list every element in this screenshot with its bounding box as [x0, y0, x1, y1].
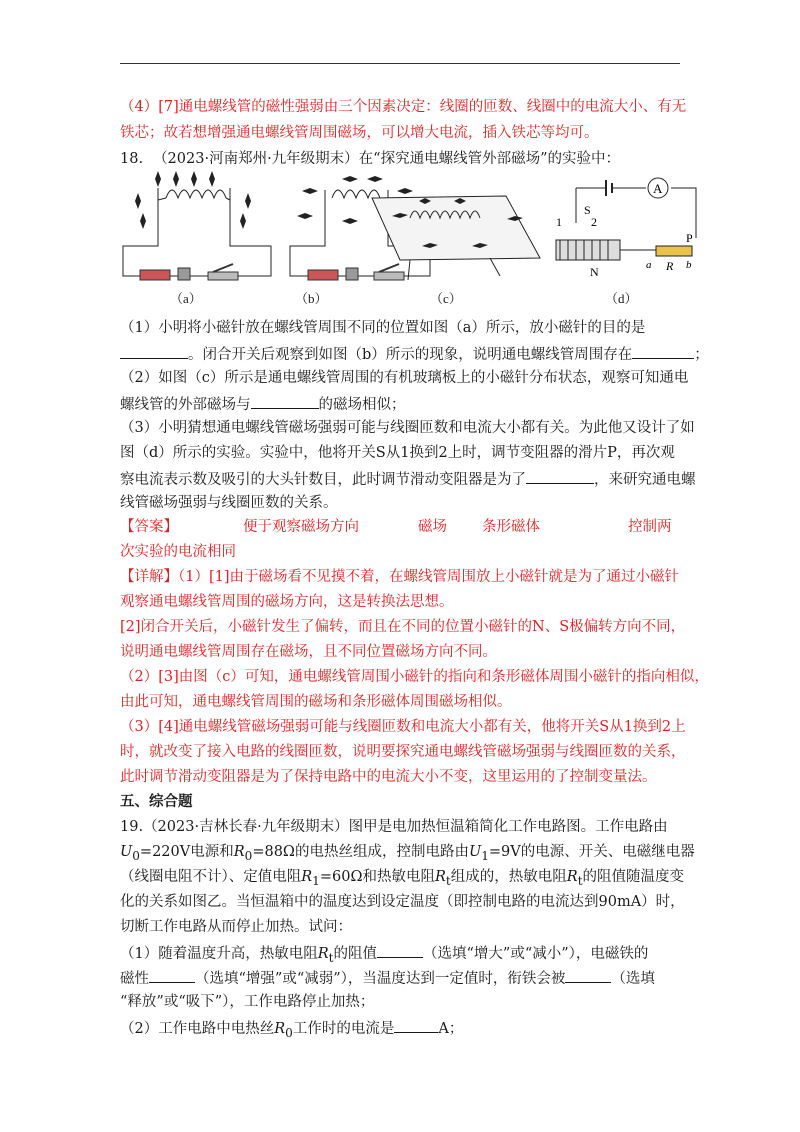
- q18-detail-line3: [2]闭合开关后，小磁针发生了偏转，而且在不同的位置小磁针的N、S极偏转方向不同，: [120, 619, 686, 635]
- q18-number: 18.: [120, 151, 144, 167]
- figure-a-caption: （a）: [170, 291, 202, 306]
- q19-line2: $U_0=220V$电源和$R_0=88\Omega$的电热丝组成，控制电路由$U_1=9V$的电源、开关、电磁继电器: [120, 844, 695, 863]
- q19-number: 19.: [120, 819, 144, 835]
- q18-answer-line2: 次实验的电流相同: [120, 544, 236, 560]
- header-rule: [120, 63, 680, 64]
- q19-line1: [120, 817, 686, 837]
- q18-detail-line7: （3）[4]通电螺线管磁场强弱可能与线圈匝数和电流大小都有关，他将开关S从1换到2上: [120, 719, 686, 735]
- q18-detail-line8: 时，就改变了接入电路的线圈匝数，说明要探究通电螺线管磁场强弱与线圈匝数的关系，: [120, 744, 686, 760]
- figure-b-caption: （b）: [295, 291, 328, 306]
- figure-d-b-label: b: [686, 259, 692, 271]
- figure-d-switch-label: S: [584, 203, 591, 217]
- q19-stem: （2023·吉林长春·九年级期末）图甲是电加热恒温箱简化工作电路图。工作电路由: [143, 819, 668, 835]
- answer-2: 磁场: [418, 519, 447, 535]
- q19-blank-2[interactable]: [149, 967, 195, 983]
- figure-d-pos-2: 2: [591, 215, 597, 229]
- q19-part2-line1: （2）工作电路中电热丝$R_0$工作时的电流是 A；: [120, 1017, 686, 1043]
- figure-d-pos-1: 1: [556, 215, 562, 229]
- q18-blank-2[interactable]: [632, 343, 694, 359]
- figure-d-p-label: P: [686, 231, 693, 245]
- q18-detail-line6: 由此可知，通电螺线管周围的磁场和条形磁体周围磁场相似。: [120, 694, 512, 710]
- figure-d-r-label: R: [666, 259, 674, 273]
- q18-part1-line2: [120, 343, 709, 365]
- q18-answer-line1: [120, 517, 686, 537]
- q19-part1-line1: （1）随着温度升高，热敏电阻$R_t$的阻值 （选填“增大”或“减小”），电磁铁的: [120, 942, 686, 968]
- q18-part2-text-a: 螺线管的外部磁场与: [120, 397, 251, 413]
- q19-line4: 化的关系如图乙。当恒温箱中的温度达到设定温度（即控制电路的电流达到90mA）时，: [120, 894, 685, 910]
- q18-stem: [120, 149, 686, 169]
- figure-d-caption: （d）: [605, 291, 638, 306]
- answer-4: 控制两: [628, 519, 672, 535]
- q18-part3-text-a: 察电流表示数及吸引的大头针数目，此时调节滑动变阻器是为了: [120, 472, 526, 488]
- figure-c-caption: （c）: [430, 291, 462, 306]
- q19-line3: （线圈电阻不计）、定值电阻$R_1=60\Omega$和热敏电阻$R_t$组成的，热敏电阻$R_t$的阻值随温度变: [120, 869, 685, 888]
- q18-part3-line3: [120, 468, 696, 490]
- q19-blank-4[interactable]: [394, 1017, 438, 1033]
- figure-d-ammeter-label: A: [653, 181, 663, 196]
- answer-1: 便于观察磁场方向: [243, 519, 359, 535]
- q19-line5: 切断工作电路从而停止加热。试问：: [120, 919, 352, 935]
- q17-solution-line-1: （4）[7]通电螺线管的磁性强弱由三个因素决定：线圈的匝数、线圈中的电流大小、有无: [120, 99, 687, 115]
- q19-part1-line3: “释放”或“吸下”），工作电路停止加热；: [120, 994, 375, 1010]
- q18-detail-line5: （2）[3]由图（c）可知，通电螺线管周围小磁针的指向和条形磁体周围小磁针的指向相似，: [120, 669, 709, 685]
- figure-d-n-label: N: [590, 265, 599, 279]
- q18-part3-line1: （3）小明猜想通电螺线管磁场强弱可能与线圈匝数和电流大小都有关。为此他又设计了如: [120, 420, 695, 436]
- q18-detail-line4: 说明通电螺线管周围存在磁场，且不同位置磁场方向不同。: [120, 644, 497, 660]
- q18-blank-3[interactable]: [251, 393, 319, 409]
- q18-part2-line2: [120, 393, 686, 415]
- figure-c-diagram: [372, 196, 540, 280]
- q18-detail-line1: [120, 567, 686, 587]
- q18-detail-line2: 观察通电螺线管周围的磁场方向，这是转换法思想。: [120, 594, 454, 610]
- q18-part3-line4: 线管磁场强弱与线圈匝数的关系。: [120, 495, 338, 511]
- answer-label: 【答案】: [120, 519, 178, 535]
- q18-blank-1[interactable]: [120, 343, 188, 359]
- q19-part1-line2: 磁性 （选填“增强”或“减弱”），当温度达到一定值时，衔铁会被 （选填: [120, 967, 686, 989]
- q18-part2-line1: （2）如图（c）所示是通电螺线管周围的有机玻璃板上的小磁针分布状态，观察可知通电: [120, 370, 689, 386]
- q18-blank-4[interactable]: [526, 468, 594, 484]
- figure-a-diagram: [123, 171, 271, 280]
- q18-part3-line2: 图（d）所示的实验。实验中，他将开关S从1换到2上时，调节变阻器的滑片P，再次观: [120, 445, 675, 461]
- q18-part1-text: 。闭合开关后观察到如图（b）所示的现象，说明通电螺线管周围存在: [188, 347, 633, 363]
- q19-blank-1[interactable]: [377, 942, 423, 958]
- q18-part3-text-b: ，来研究通电螺: [594, 472, 696, 488]
- answer-3: 条形磁体: [482, 519, 540, 535]
- figure-d-diagram: [556, 178, 696, 279]
- section-title: 五、综合题: [120, 793, 193, 810]
- q18-stem-text: （2023·河南郑州·九年级期末）在“探究通电螺线管外部磁场”的实验中：: [153, 151, 621, 167]
- figure-d-a-label: a: [646, 259, 652, 271]
- q18-part1-line1: （1）小明将小磁针放在螺线管周围不同的位置如图（a）所示，放小磁针的目的是: [120, 320, 646, 336]
- q18-detail-line9: 此时调节滑动变阻器是为了保持电路中的电流大小不变，这里运用的了控制变量法。: [120, 769, 657, 785]
- q19-blank-3[interactable]: [565, 967, 611, 983]
- q18-figures: [118, 168, 693, 288]
- q18-part1-end: ；: [694, 347, 709, 363]
- q17-solution-line-2: 铁芯；故若想增强通电螺线管周围磁场，可以增大电流，插入铁芯等均可。: [120, 125, 599, 141]
- detail-1-text: （1）[1]由于磁场看不见摸不着，在螺线管周围放上小磁针就是为了通过小磁针: [178, 569, 680, 585]
- detail-label: 【详解】: [120, 569, 178, 585]
- q18-part2-text-b: 的磁场相似；: [318, 397, 406, 413]
